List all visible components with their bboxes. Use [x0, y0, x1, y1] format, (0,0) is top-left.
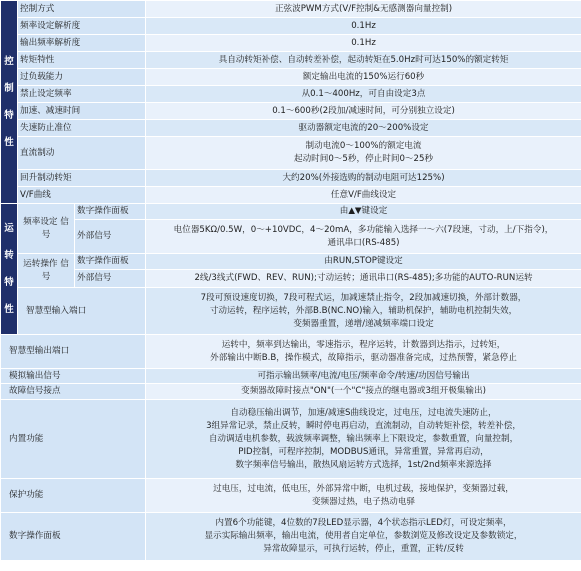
row-value-overload: 额定输出电流的150%运行60秒: [146, 69, 581, 86]
row-label-output-freq-resolution: 输出频率解析度: [18, 35, 146, 52]
row-label-prohibited-freq: 禁止设定频率: [18, 86, 146, 103]
row-value-dc-braking: 制动电流0～100%的额定电流 起动时间0～5秒，停止时间0～25秒: [146, 137, 581, 170]
row-label-regen-braking: 回升制动转矩: [18, 170, 146, 187]
run-operation-signal-label: 运转操作 信号: [18, 254, 75, 288]
freq-setting-panel-value: 由▲▼键设定: [146, 204, 581, 220]
fault-output-label: 故障信号接点: [1, 384, 146, 400]
row-value-control-method: 正弦波PWM方式(V/F控制&无感测器向量控制): [146, 1, 581, 18]
builtin-functions-value: 自动稳压输出调节，加速/减速S曲线设定，过电压，过电流失速防止， 3组异常记录，禁止反转，瞬时停电再启动，直流制动，自动转矩补偿，转差补偿， 自动调适电机参数，载波频率调整，输出频率上下限设定，参数重置，向量控制， PID控制，可程序控制，MODBUS通讯，异常重置，异常再启动， 数字频率信号输出，散热风扇运转方式选择，1st/2nd频率来源选择: [146, 400, 581, 479]
row-value-vf-curve: 任意V/F曲线设定: [146, 187, 581, 204]
row-label-accel-decel: 加速、减速时间: [18, 103, 146, 120]
category-control-characteristics: 控 制 特 性: [1, 1, 18, 204]
digital-panel-value: 内置6个功能键，4位数的7段LED显示器，4个状态指示LED灯，可设定频率， 显示实际输出频率，输出电流，使用者自定单位，参数浏览及修改设定及参数锁定， 异常故障显示，可执行运转，停止，重置，正转/反转: [146, 513, 581, 561]
run-op-panel-value: 由RUN,STOP键设定: [146, 254, 581, 270]
fault-output-value: 变频器故障时接点"ON"(一个"C"接点的继电器或3组开极集输出): [146, 384, 581, 400]
digital-panel-label: 数字操作面板: [1, 513, 146, 561]
protection-functions-label: 保护功能: [1, 479, 146, 513]
smart-output-value: 运转中，频率到达输出，零速指示，程序运转，计数器到达指示，过转矩， 外部输出中断B.B，操作模式，故障指示，驱动器准备完成，过热预警，紧急停止: [146, 335, 581, 369]
row-label-dc-braking: 直流制动: [18, 137, 146, 170]
row-value-prohibited-freq: 从0.1～400Hz，可自由设定3点: [146, 86, 581, 103]
row-label-control-method: 控制方式: [18, 1, 146, 18]
builtin-functions-label: 内置功能: [1, 400, 146, 479]
freq-setting-external-value: 电位器5KΩ/0.5W，0～+10VDC，4～20mA，多功能输入选择一～六(7段速，寸动，上/下指令)， 通讯串口(RS-485): [146, 220, 581, 254]
row-value-torque: 具自动转矩补偿、自动转差补偿，起动转矩在5.0Hz时可达150%的额定转矩: [146, 52, 581, 69]
row-value-freq-setting-resolution: 0.1Hz: [146, 18, 581, 35]
freq-setting-external-label: 外部信号: [75, 220, 146, 254]
analog-output-value: 可指示输出频率/电流/电压/频率命令/转速/功因信号输出: [146, 369, 581, 384]
run-op-external-value: 2线/3线式(FWD、REV、RUN);寸动运转；通讯串口(RS-485);多功能的AUTO-RUN运转: [146, 270, 581, 288]
analog-output-label: 模拟输出信号: [1, 369, 146, 384]
freq-setting-panel-label: 数字操作面板: [75, 204, 146, 220]
row-value-regen-braking: 大约20%(外接选购的制动电阻可达125%): [146, 170, 581, 187]
row-label-overload: 过负载能力: [18, 69, 146, 86]
row-label-vf-curve: V/F曲线: [18, 187, 146, 204]
smart-input-value: 7段可预设速度切换，7段可程式运，加减速禁止指令，2段加减速切换，外部计数器， 寸动运转，程序运转，外部B.B(NC.NO)输入，辅助机保护，辅助电机控制失效， 变频器重置，递增/递减频率端口设定: [146, 288, 581, 335]
row-label-stall-prevention: 失速防止准位: [18, 120, 146, 137]
category-operation-characteristics: 运 转 特 性: [1, 204, 18, 335]
freq-setting-signal-label: 频率设定 信号: [18, 204, 75, 254]
row-label-freq-setting-resolution: 频率设定解析度: [18, 18, 146, 35]
smart-output-label: 智慧型输出端口: [1, 335, 146, 369]
row-label-torque: 转矩特性: [18, 52, 146, 69]
row-value-accel-decel: 0.1～600秒(2段加/减速时间，可分别独立设定): [146, 103, 581, 120]
protection-functions-value: 过电压，过电流，低电压，外部异常中断，电机过载，接地保护，变频器过载， 变频器过热，电子热动电驿: [146, 479, 581, 513]
run-op-external-label: 外部信号: [75, 270, 146, 288]
row-value-output-freq-resolution: 0.1Hz: [146, 35, 581, 52]
smart-input-label: 智慧型输入端口: [18, 288, 146, 335]
row-value-stall-prevention: 驱动器额定电流的20～200%设定: [146, 120, 581, 137]
run-op-panel-label: 数字操作面板: [75, 254, 146, 270]
